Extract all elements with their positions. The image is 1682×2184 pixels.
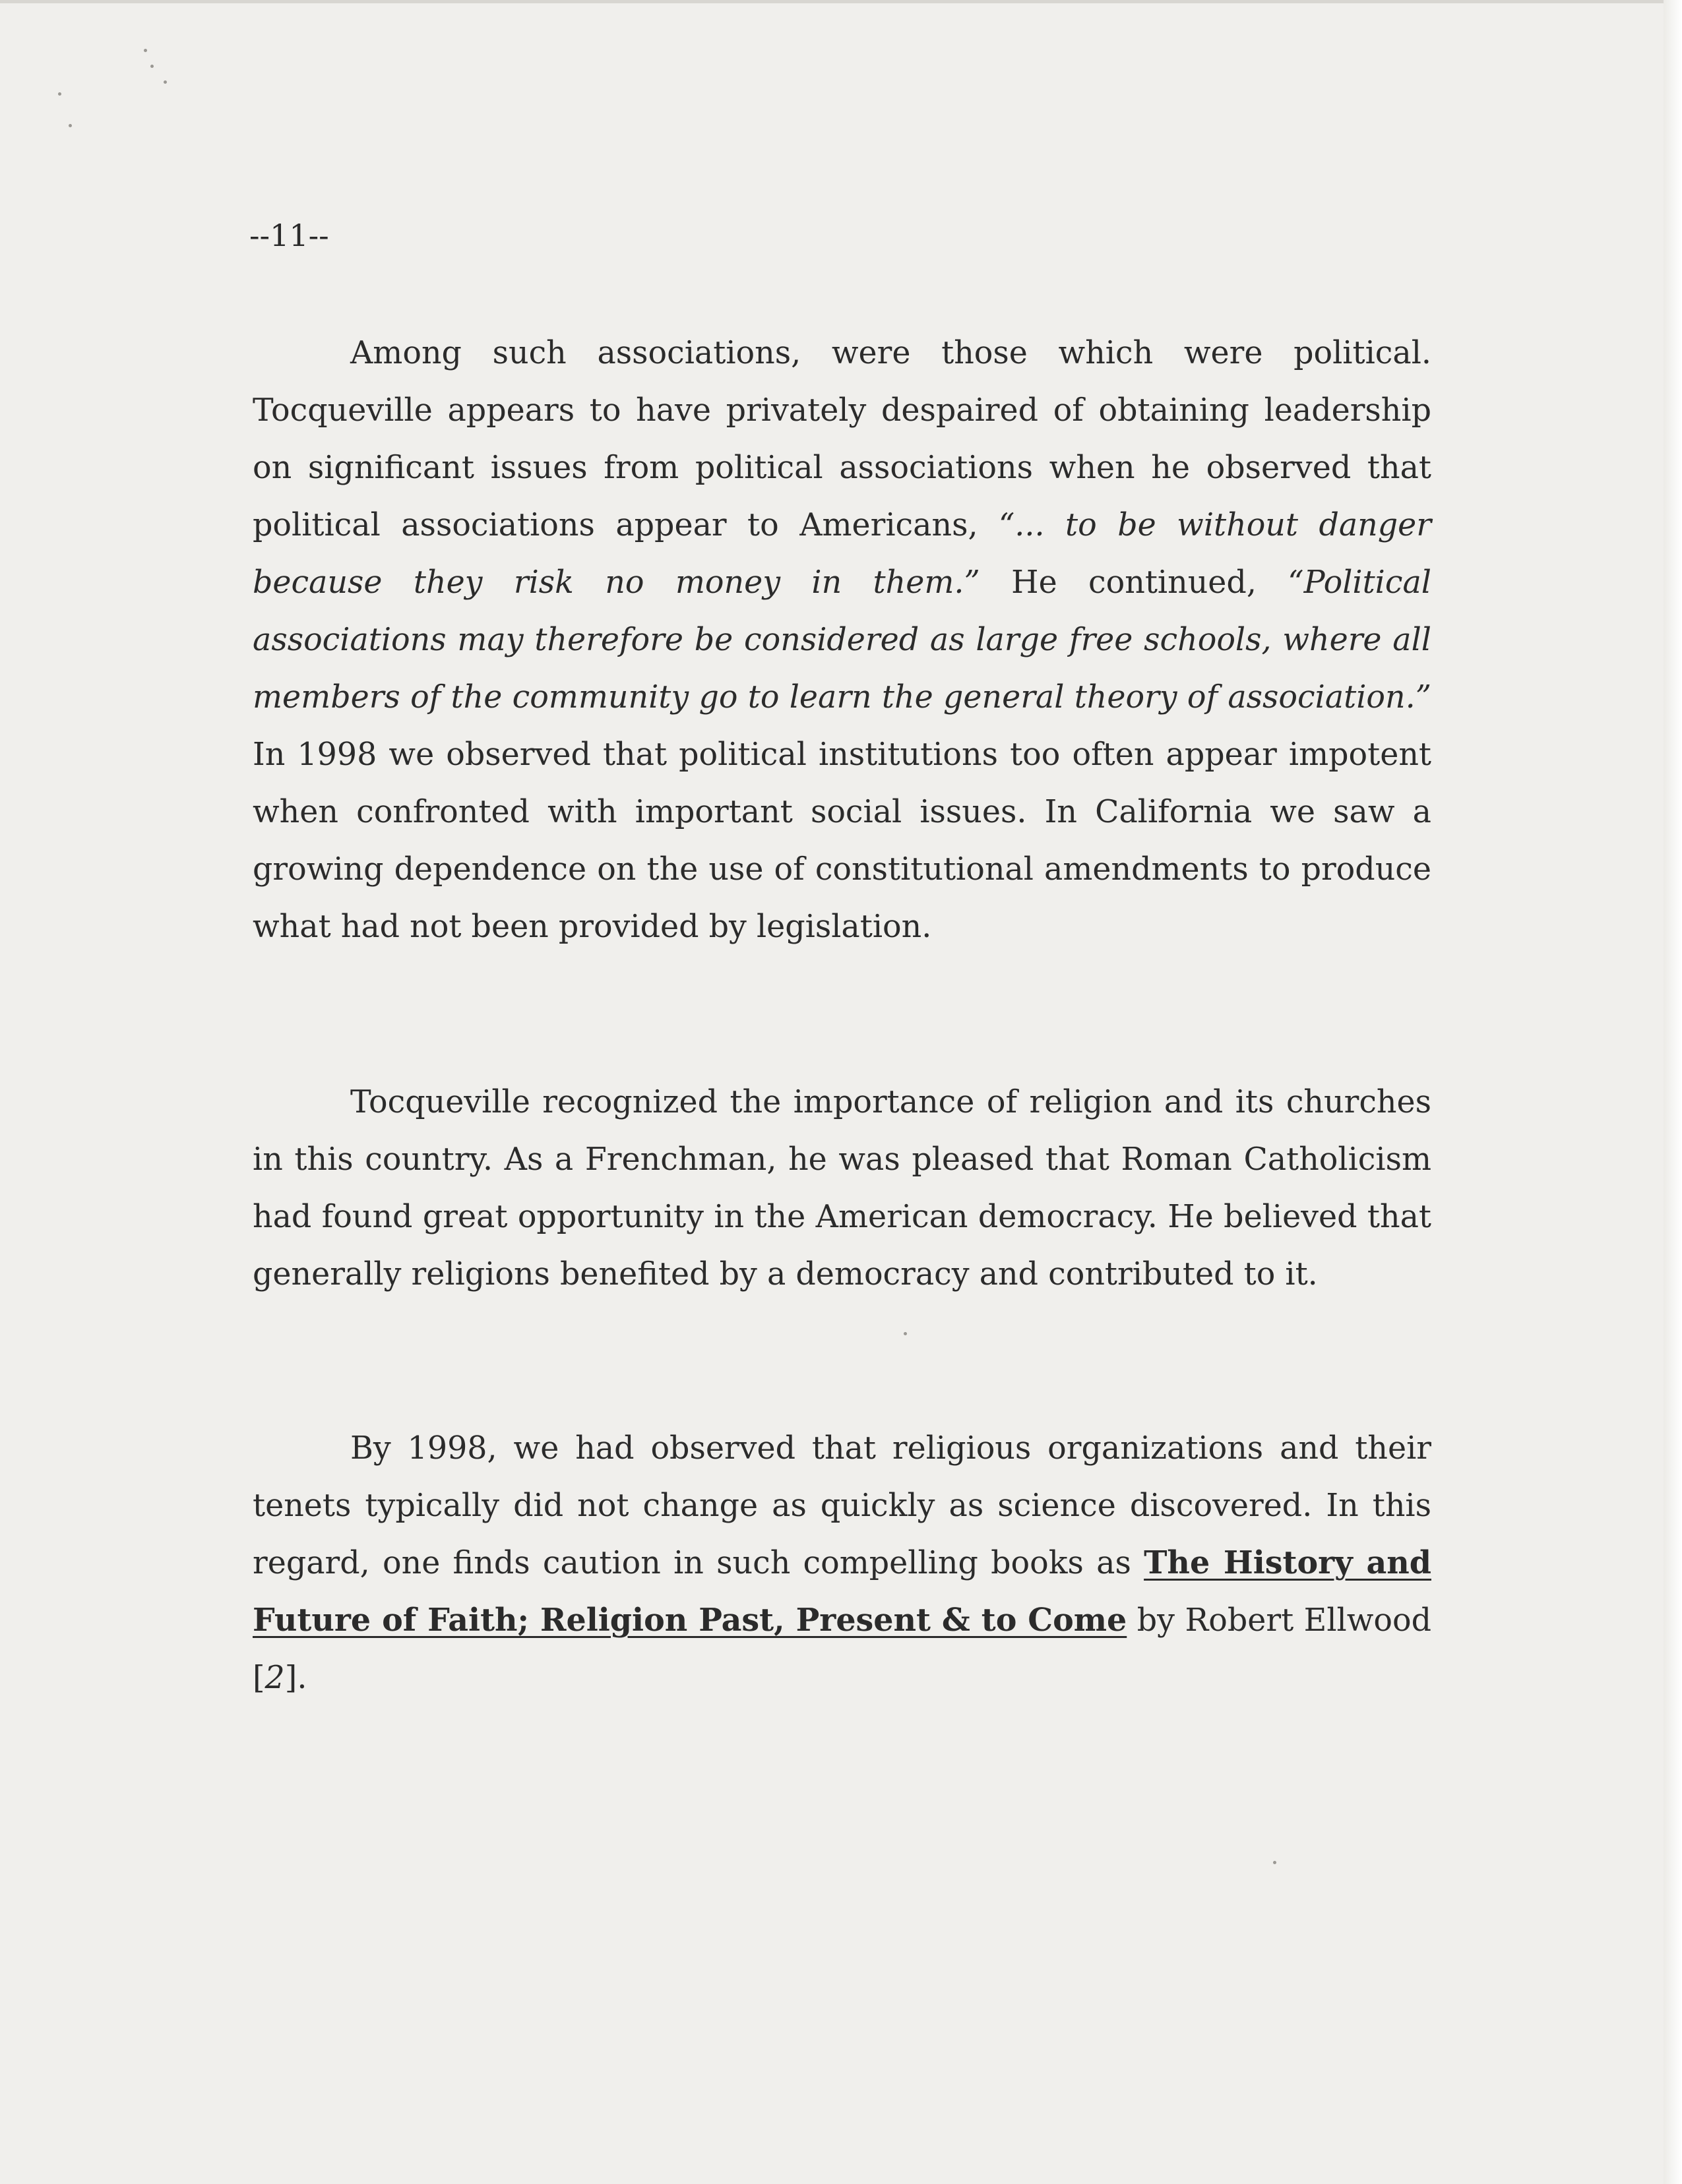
tocqueville-quote-risk: “... to be without danger because they risk no money in them.” [253, 507, 1431, 601]
page-top-edge [0, 0, 1682, 3]
scan-speck [164, 80, 167, 84]
scan-speck [69, 124, 72, 127]
scan-speck [904, 1332, 907, 1335]
reference-close: ]. [284, 1660, 307, 1696]
tocqueville-quote-free-schools: “Political associations may therefore be considered as large free schools, where all members of the community go to learn the general theory of association.” [253, 564, 1431, 715]
paragraph-3-lead: By 1998, we had observed that religious organizations and their tenets typically did not change as quickly as science discovered. In this regard, one finds caution in such compelling books as [253, 1430, 1431, 1581]
reference-number: 2 [265, 1660, 285, 1696]
book-title: The History and Future of Faith; Religion Past, Present & to Come [253, 1544, 1431, 1639]
scan-speck [1273, 1861, 1276, 1864]
paragraph-1-mid: He continued, [980, 564, 1288, 601]
paragraph-religion: Tocqueville recognized the importance of religion and its churches in this country. As a Frenchman, he was pleased that Roman Catholicism had found great opportunity in the American democracy. He believed that generally religions benefited by a democracy and contributed to it. [253, 1084, 1431, 1292]
paragraph-1-tail: In 1998 we observed that political institutions too often appear impotent when confronted with important social issues. In California we saw a growing dependence on the use of constitutional amendments to produce what had not been provided by legislation. [253, 737, 1431, 945]
scan-speck [144, 49, 147, 52]
page-number: --11-- [249, 218, 329, 253]
page-right-edge [1664, 0, 1682, 2184]
paragraph-political-associations [253, 324, 1431, 956]
scan-speck [58, 92, 61, 96]
paragraph-3-author: by Robert Ellwood [ [253, 1602, 1432, 1696]
paragraph-religious-organizations [253, 1420, 1431, 1707]
paragraph-1-lead: Among such associations, were those which were political. Tocqueville appears to have privately despaired of obtaining leadership on significant issues from political associations when he observed that political associations appear to Americans, [253, 335, 1431, 543]
scan-speck [150, 65, 154, 68]
